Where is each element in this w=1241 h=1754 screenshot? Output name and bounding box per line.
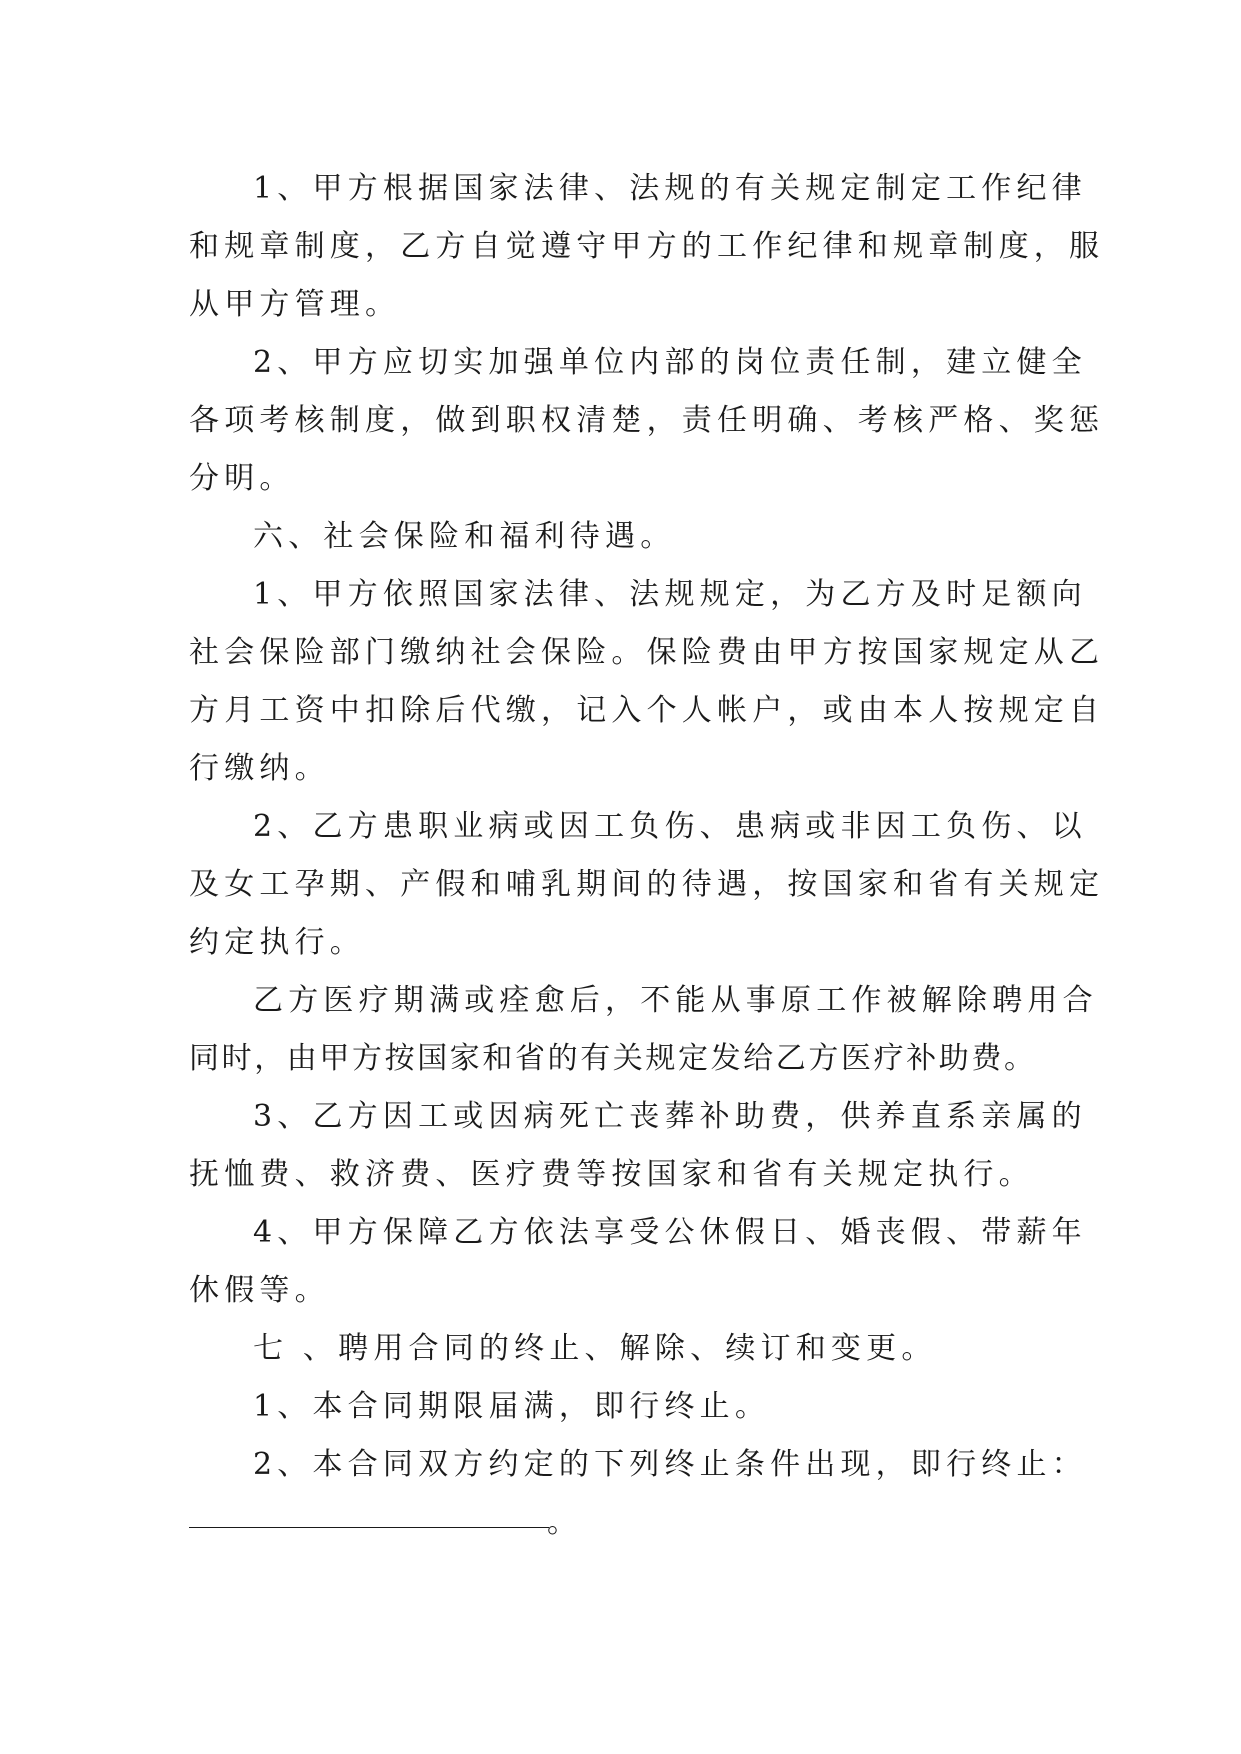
section-heading: 六、社会保险和福利待遇。: [253, 519, 676, 554]
paragraph-line: 4、甲方保障乙方依法享受公休假日、婚丧假、带薪年: [253, 1215, 1087, 1250]
paragraph-line: 2、乙方患职业病或因工负伤、患病或非因工负伤、以: [253, 809, 1087, 844]
paragraph-line: 行缴纳。: [189, 751, 330, 786]
paragraph-line: 1、本合同期限届满，即行终止。: [253, 1389, 771, 1424]
fill-in-blank: [189, 1494, 1069, 1552]
paragraph-line: 约定执行。: [189, 925, 365, 960]
paragraph-line: 和规章制度，乙方自觉遵守甲方的工作纪律和规章制度，服: [189, 229, 1105, 264]
paragraph-line: 1、甲方依照国家法律、法规规定，为乙方及时足额向: [253, 577, 1087, 612]
paragraph-line: 社会保险部门缴纳社会保险。保险费由甲方按国家规定从乙: [189, 635, 1105, 670]
paragraph-line: 从甲方管理。: [189, 287, 401, 322]
paragraph-line: 同时，由甲方按国家和省的有关规定发给乙方医疗补助费。: [189, 1041, 1037, 1076]
paragraph-line: 休假等。: [189, 1273, 330, 1308]
paragraph-line: 1、甲方根据国家法律、法规的有关规定制定工作纪律: [253, 171, 1087, 206]
paragraph-line: 2、甲方应切实加强单位内部的岗位责任制，建立健全: [253, 345, 1087, 380]
paragraph-line: 分明。: [189, 461, 295, 496]
document-body: [189, 160, 1105, 1552]
paragraph-line: 抚恤费、救济费、医疗费等按国家和省有关规定执行。: [189, 1157, 1034, 1192]
paragraph-line: 及女工孕期、产假和哺乳期间的待遇，按国家和省有关规定: [189, 867, 1105, 902]
paragraph-line: 3、乙方因工或因病死亡丧葬补助费，供养直系亲属的: [253, 1099, 1087, 1134]
paragraph-line: 乙方医疗期满或痊愈后，不能从事原工作被解除聘用合: [253, 983, 1098, 1018]
paragraph-line: 方月工资中扣除后代缴，记入个人帐户，或由本人按规定自: [189, 693, 1105, 728]
section-heading: 七 、聘用合同的终止、解除、续订和变更。: [253, 1331, 937, 1366]
paragraph-line: 2、本合同双方约定的下列终止条件出现，即行终止：: [253, 1447, 1087, 1482]
blank-end-mark: 。: [547, 1505, 577, 1540]
paragraph-line: 各项考核制度，做到职权清楚，责任明确、考核严格、奖惩: [189, 403, 1105, 438]
blank-underline: [189, 1527, 549, 1528]
